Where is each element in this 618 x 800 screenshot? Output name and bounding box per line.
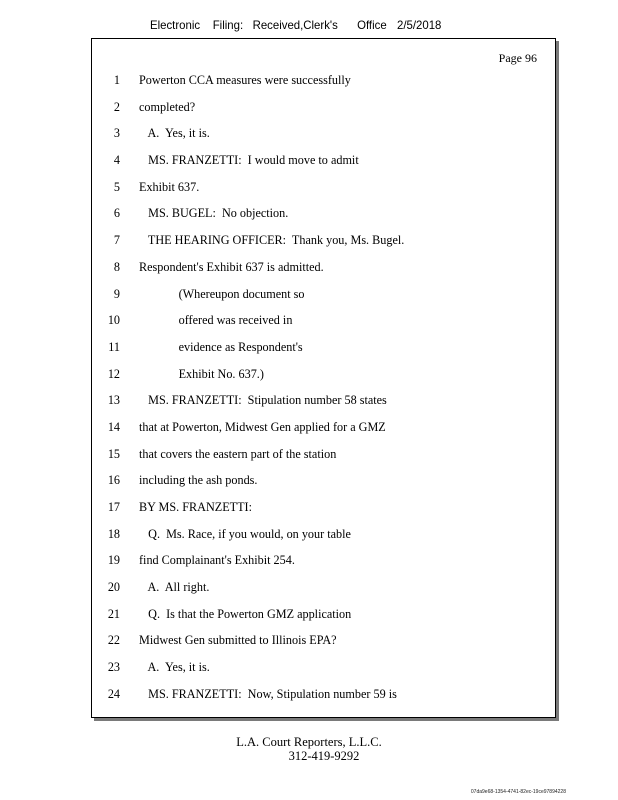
line-text: (Whereupon document so <box>139 286 305 301</box>
transcript-line <box>92 153 555 180</box>
line-number: 16 <box>107 473 120 488</box>
line-text: MS. FRANZETTI: Now, Stipulation number 59 is <box>139 686 397 701</box>
line-number: 20 <box>107 580 120 595</box>
transcript-line <box>92 420 555 447</box>
transcript-line <box>92 313 555 340</box>
line-number: 8 <box>113 259 120 274</box>
transcript-line <box>92 367 555 394</box>
line-text: evidence as Respondent's <box>139 339 303 354</box>
line-text: Exhibit 637. <box>139 179 200 194</box>
line-number: 1 <box>113 73 120 87</box>
line-number: 14 <box>107 419 120 434</box>
line-text: find Complainant's Exhibit 254. <box>139 553 295 568</box>
transcript-lines <box>92 73 555 714</box>
transcript-line <box>92 340 555 367</box>
line-text: offered was received in <box>139 313 293 328</box>
line-number: 3 <box>113 126 120 141</box>
transcript-page <box>91 38 556 718</box>
line-number: 6 <box>113 206 120 221</box>
transcript-line <box>92 260 555 287</box>
transcript-line <box>92 393 555 420</box>
line-text: THE HEARING OFFICER: Thank you, Ms. Bugel. <box>139 233 405 248</box>
header-date: 2/5/2018 <box>397 18 442 32</box>
line-text: A. Yes, it is. <box>139 126 210 141</box>
line-number: 11 <box>108 339 120 354</box>
line-text: Q. Ms. Race, if you would, on your table <box>139 526 351 541</box>
line-number: 24 <box>107 686 120 701</box>
line-number: 5 <box>113 179 120 194</box>
transcript-line <box>92 447 555 474</box>
line-text: Q. Is that the Powerton GMZ application <box>139 606 352 621</box>
line-number: 10 <box>107 313 120 328</box>
line-text: that covers the eastern part of the station <box>139 446 337 461</box>
transcript-line <box>92 206 555 233</box>
line-text: Exhibit No. 637.) <box>139 366 264 381</box>
line-number: 7 <box>113 233 120 248</box>
document-id: 07da9e68-1354-4741-82ec-19ce97894228 <box>470 789 566 795</box>
header-electronic: Electronic <box>150 18 201 32</box>
line-number: 9 <box>113 286 120 301</box>
transcript-line <box>92 633 555 660</box>
transcript-line <box>92 100 555 127</box>
line-number: 23 <box>107 660 120 675</box>
transcript-line <box>92 580 555 607</box>
header-filing: Filing: <box>212 18 244 32</box>
line-number: 19 <box>107 553 120 568</box>
line-text: MS. FRANZETTI: Stipulation number 58 states <box>139 393 387 408</box>
reporter-phone: 312-419-9292 <box>288 749 360 763</box>
transcript-line <box>92 126 555 153</box>
transcript-line <box>92 473 555 500</box>
transcript-line <box>92 233 555 260</box>
transcript-line <box>92 73 555 100</box>
line-text: including the ash ponds. <box>139 473 258 488</box>
transcript-line <box>92 180 555 207</box>
line-number: 12 <box>107 366 120 381</box>
line-text: completed? <box>139 99 196 114</box>
filing-stamp-header <box>150 18 464 32</box>
line-text: Midwest Gen submitted to Illinois EPA? <box>139 633 337 648</box>
line-text: MS. FRANZETTI: I would move to admit <box>139 153 359 168</box>
line-number: 17 <box>107 500 120 514</box>
transcript-line <box>92 660 555 687</box>
line-text: MS. BUGEL: No objection. <box>139 206 289 221</box>
line-number: 2 <box>113 99 120 114</box>
line-text: BY MS. FRANZETTI: <box>139 500 252 514</box>
transcript-line <box>92 607 555 634</box>
line-number: 15 <box>107 446 120 461</box>
line-number: 21 <box>107 606 120 621</box>
line-number: 4 <box>113 153 120 168</box>
reporter-company: L.A. Court Reporters, L.L.C. <box>236 735 382 749</box>
reporter-footer <box>0 735 618 763</box>
transcript-line <box>92 687 555 714</box>
line-text: A. All right. <box>139 580 210 595</box>
transcript-line <box>92 553 555 580</box>
line-number: 18 <box>107 526 120 541</box>
page-number: Page 96 <box>498 51 537 65</box>
transcript-line <box>92 527 555 554</box>
transcript-line <box>92 500 555 527</box>
header-received: Received,Clerk's <box>252 18 338 32</box>
line-text: Respondent's Exhibit 637 is admitted. <box>139 259 324 274</box>
line-text: A. Yes, it is. <box>139 660 210 675</box>
line-number: 22 <box>107 633 120 648</box>
line-number: 13 <box>107 393 120 408</box>
header-office: Office <box>357 18 387 32</box>
transcript-line <box>92 287 555 314</box>
line-text: that at Powerton, Midwest Gen applied for a GMZ <box>139 419 386 434</box>
line-text: Powerton CCA measures were successfully <box>139 73 351 87</box>
